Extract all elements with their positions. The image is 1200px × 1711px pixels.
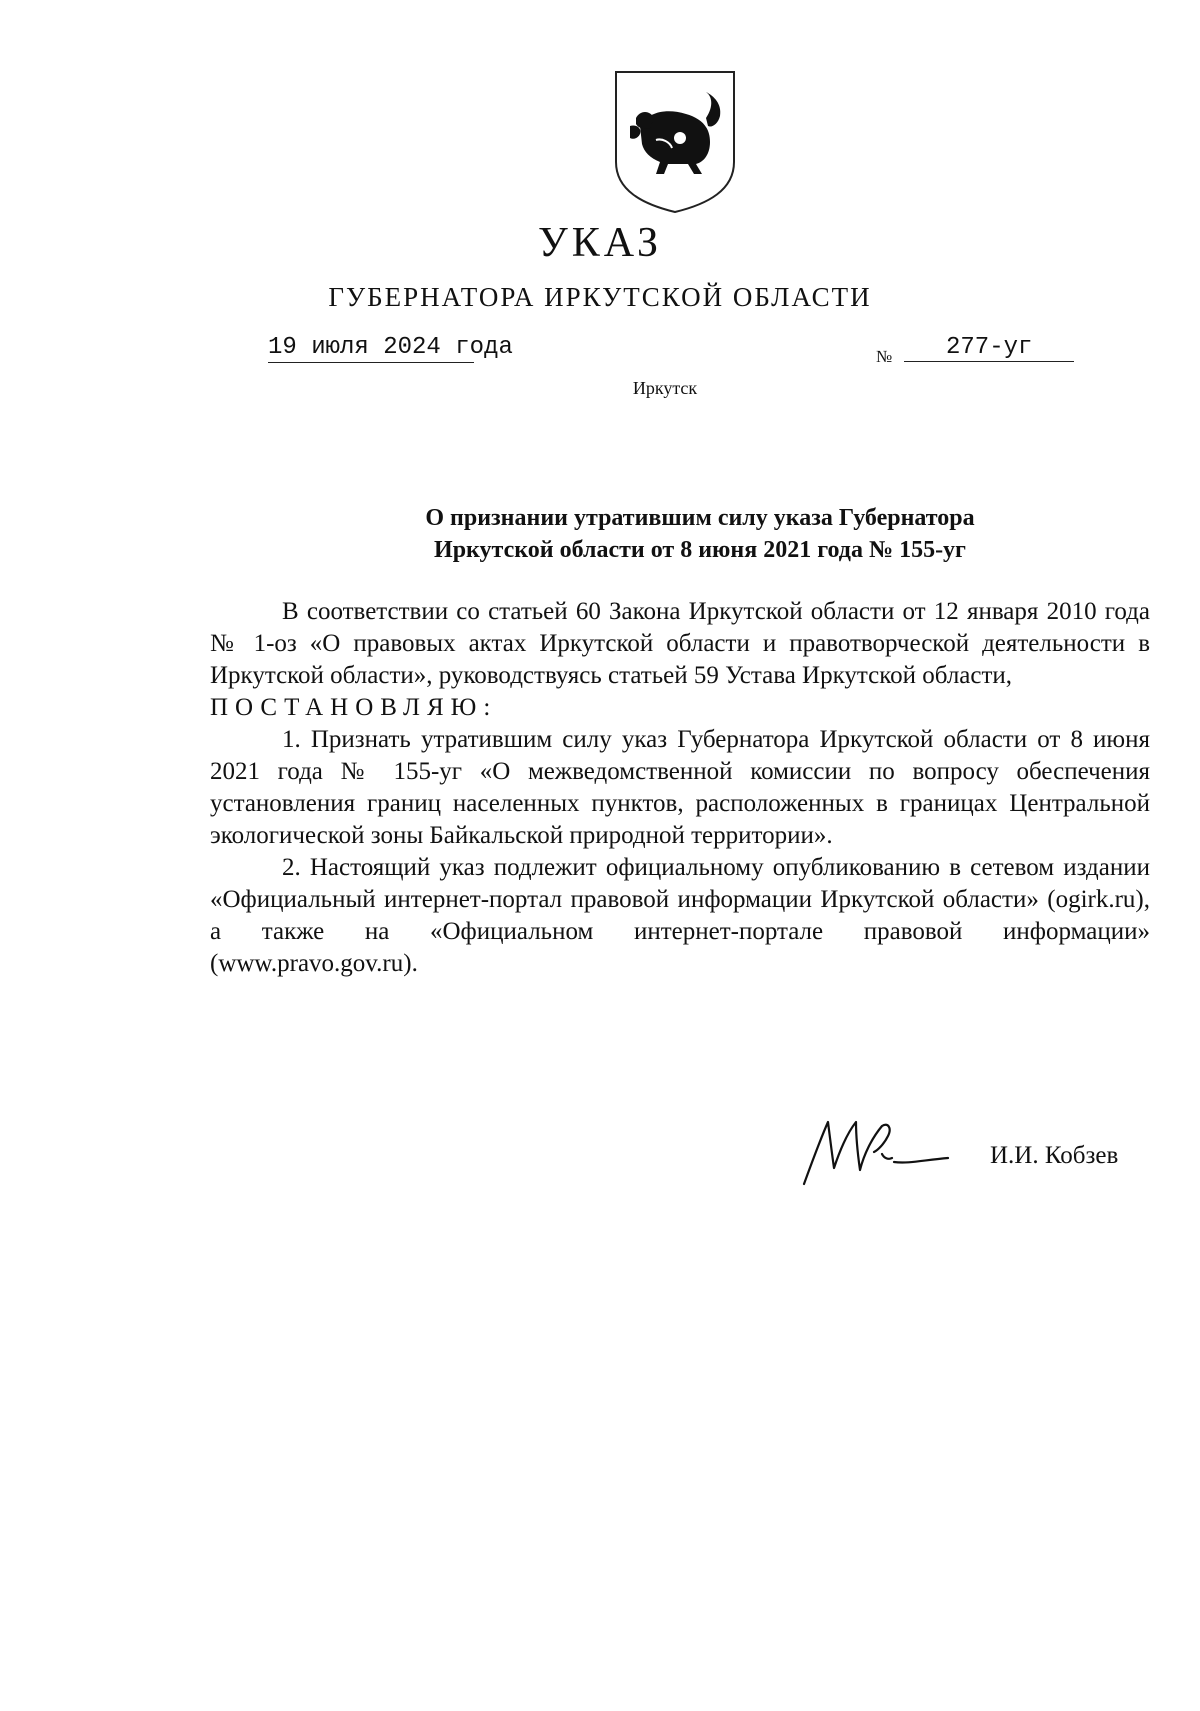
title-line-2: Иркутской области от 8 июня 2021 года № 155-уг bbox=[434, 537, 966, 563]
decree-word: ПОСТАНОВЛЯЮ: bbox=[210, 694, 498, 721]
place-of-issue: Иркутск bbox=[632, 378, 698, 398]
coat-of-arms-icon bbox=[610, 66, 740, 216]
document-number-field: 277-уг bbox=[904, 334, 1074, 362]
signer-name: И.И. Кобзев bbox=[990, 1142, 1119, 1169]
signature-image bbox=[798, 1110, 958, 1190]
date-field: 19 июля 2024 года bbox=[268, 334, 513, 361]
title-line-1: О признании утратившим силу указа Губернатора bbox=[425, 505, 975, 531]
issuer-heading: ГУБЕРНАТОРА ИРКУТСКОЙ ОБЛАСТИ bbox=[328, 282, 872, 312]
item-1-paragraph: 1. Признать утратившим силу указ Губернатора Иркутской области от 8 июня 2021 года № 155-уг «О межведомственной комиссии по вопросу обеспечения установления границ населенных пунктов, расположенных в границах Центральной экологической зоны Байкальской природной территории». bbox=[210, 726, 1150, 849]
number-sign: № bbox=[876, 347, 893, 366]
document-body bbox=[210, 596, 1150, 980]
item-2-paragraph: 2. Настоящий указ подлежит официальному опубликованию в сетевом издании «Официальный интернет-портал правовой информации Иркутской области» (ogirk.ru), а также на «Официальном интернет-портале правовой информации» (www.pravo.gov.ru). bbox=[210, 854, 1150, 977]
document-title bbox=[200, 502, 1200, 566]
document-type-heading: УКАЗ bbox=[537, 220, 663, 266]
preamble-paragraph: В соответствии со статьей 60 Закона Иркутской области от 12 января 2010 года № 1-оз «О правовых актах Иркутской области и правотворческой деятельности в Иркутской области», руководствуясь статьей 59 Устава Иркутской области, bbox=[210, 598, 1150, 689]
